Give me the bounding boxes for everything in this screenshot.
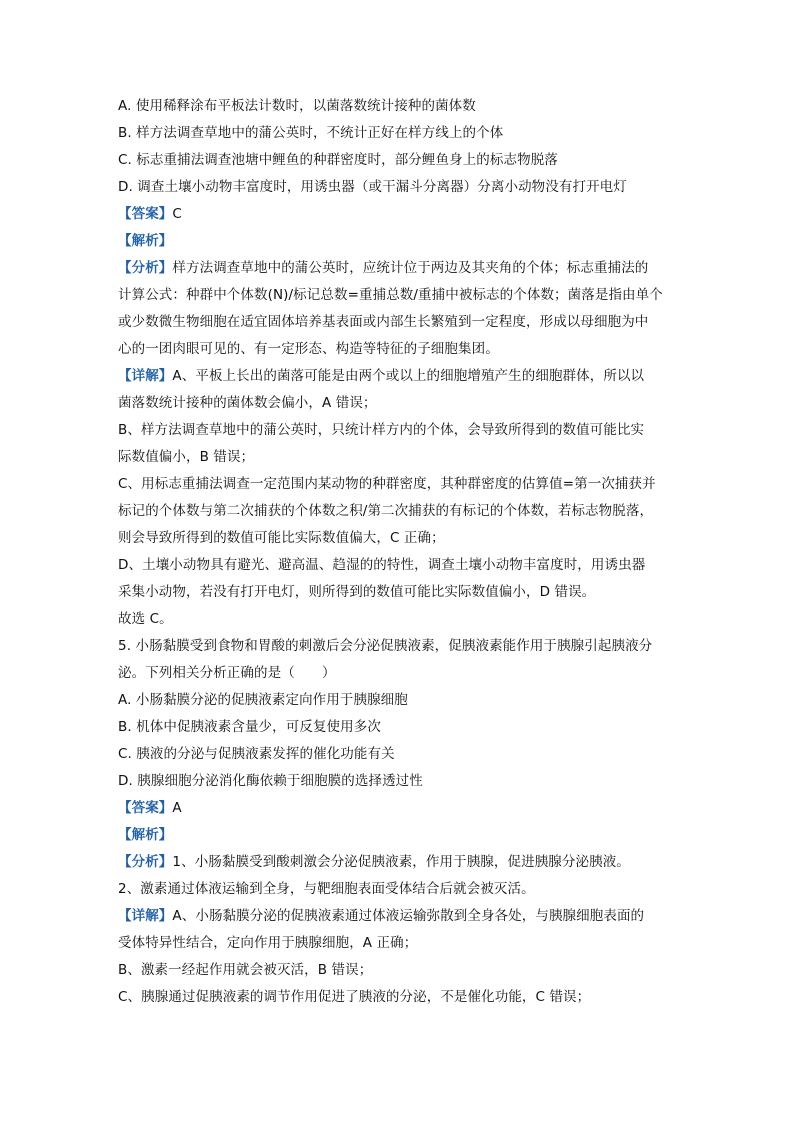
q4-xiangjie-line-7: 则会导致所得到的数值可能比实际数值偏大，C 正确； <box>118 530 445 546</box>
q4-xiangjie-line-8: D、土壤小动物具有避光、避高温、趋湿的的特性，调查土壤小动物丰富度时，用诱虫器 <box>118 557 646 573</box>
q5-xiangjie-text: A、小肠黏膜分泌的促胰液素通过体液运输弥散到全身各处，与胰腺细胞表面的 <box>172 908 645 924</box>
q5-option-a: A. 小肠黏膜分泌的促胰液素定向作用于胰腺细胞 <box>118 692 408 708</box>
q5-fenxi-tag: 【分析】 <box>118 854 173 870</box>
q5-fenxi-line-2: 2、激素通过体液运输到全身，与靶细胞表面受体结合后就会被灭活。 <box>118 881 535 897</box>
q4-fenxi-line-4: 心的一团肉眼可见的、有一定形态、构造等特征的子细胞集团。 <box>118 341 499 357</box>
q5-answer <box>118 795 688 822</box>
q4-fenxi-line-2: 计算公式：种群中个体数(N)/标记总数=重捕总数/重捕中被标志的个体数；菌落是指由单个 <box>118 287 663 303</box>
q4-xiangjie-line-3: B、样方法调查草地中的蒲公英时，只统计样方内的个体，会导致所得到的数值可能比实 <box>118 422 645 438</box>
q5-xiangjie-line-3: B、激素一经起作用就会被灭活，B 错误； <box>118 962 373 978</box>
q4-analysis-tag: 【解析】 <box>118 233 173 249</box>
q4-xiangjie-line-6: 标记的个体数与第二次捕获的个体数之积/第二次捕获的有标记的个体数，若标志物脱落， <box>118 503 654 519</box>
document-page <box>118 93 688 1011</box>
q4-fenxi-text: 样方法调查草地中的蒲公英时，应统计位于两边及其夹角的个体；标志重捕法的 <box>172 260 649 276</box>
q4-answer-tag: 【答案】 <box>118 206 173 222</box>
q5-fenxi-line-1 <box>118 849 688 876</box>
q4-answer-value: C <box>172 206 182 222</box>
q4-option-b: B. 样方法调查草地中的蒲公英时，不统计正好在样方线上的个体 <box>118 125 504 141</box>
q4-fenxi-line-3: 或少数微生物细胞在适宜固体培养基表面或内部生长繁殖到一定程度，形成以母细胞为中 <box>118 314 649 330</box>
q4-xiangjie-line-4: 际数值偏小，B 错误； <box>118 449 255 465</box>
q5-analysis-tag: 【解析】 <box>118 827 173 843</box>
q5-xiangjie-line-4: C、胰腺通过促胰液素的调节作用促进了胰液的分泌，不是催化功能，C 错误； <box>118 989 591 1005</box>
q4-fenxi-tag: 【分析】 <box>118 260 173 276</box>
q4-conclusion: 故选 C。 <box>118 611 173 627</box>
q4-xiangjie-line-5: C、用标志重捕法调查一定范围内某动物的种群密度，其种群密度的估算值=第一次捕获并 <box>118 476 656 492</box>
q5-option-b: B. 机体中促胰液素含量少，可反复使用多次 <box>118 719 381 735</box>
q5-analysis-heading <box>118 822 688 849</box>
q5-fenxi-text: 1、小肠黏膜受到酸刺激会分泌促胰液素，作用于胰腺，促进胰腺分泌胰液。 <box>172 854 630 870</box>
q4-analysis-heading <box>118 228 688 255</box>
q5-stem-line-1: 5. 小肠黏膜受到食物和胃酸的刺激后会分泌促胰液素，促胰液素能作用于胰腺引起胰液分 <box>118 638 653 654</box>
q4-answer <box>118 201 688 228</box>
q4-xiangjie-line-1 <box>118 363 688 390</box>
q4-option-a: A. 使用稀释涂布平板法计数时，以菌落数统计接种的菌体数 <box>118 98 476 114</box>
q4-option-c: C. 标志重捕法调查池塘中鲤鱼的种群密度时，部分鲤鱼身上的标志物脱落 <box>118 152 558 168</box>
q5-xiangjie-tag: 【详解】 <box>118 908 173 924</box>
q4-option-d: D. 调查土壤小动物丰富度时，用诱虫器（或干漏斗分离器）分离小动物没有打开电灯 <box>118 179 627 195</box>
q4-xiangjie-text: A、平板上长出的菌落可能是由两个或以上的细胞增殖产生的细胞群体，所以以 <box>172 368 645 384</box>
q4-xiangjie-line-2: 菌落数统计接种的菌体数会偏小，A 错误； <box>118 395 377 411</box>
q5-answer-value: A <box>172 800 182 816</box>
q5-stem-line-2: 泌。下列相关分析正确的是（ ） <box>118 665 336 681</box>
q5-xiangjie-line-1 <box>118 903 688 930</box>
q5-option-c: C. 胰液的分泌与促胰液素发挥的催化功能有关 <box>118 746 395 762</box>
q4-xiangjie-tag: 【详解】 <box>118 368 173 384</box>
q5-answer-tag: 【答案】 <box>118 800 173 816</box>
q4-xiangjie-line-9: 采集小动物，若没有打开电灯，则所得到的数值可能比实际数值偏小，D 错误。 <box>118 584 596 600</box>
q5-option-d: D. 胰腺细胞分泌消化酶依赖于细胞膜的选择透过性 <box>118 773 423 789</box>
q5-xiangjie-line-2: 受体特异性结合，定向作用于胰腺细胞，A 正确； <box>118 935 418 951</box>
q4-fenxi-line-1 <box>118 255 688 282</box>
